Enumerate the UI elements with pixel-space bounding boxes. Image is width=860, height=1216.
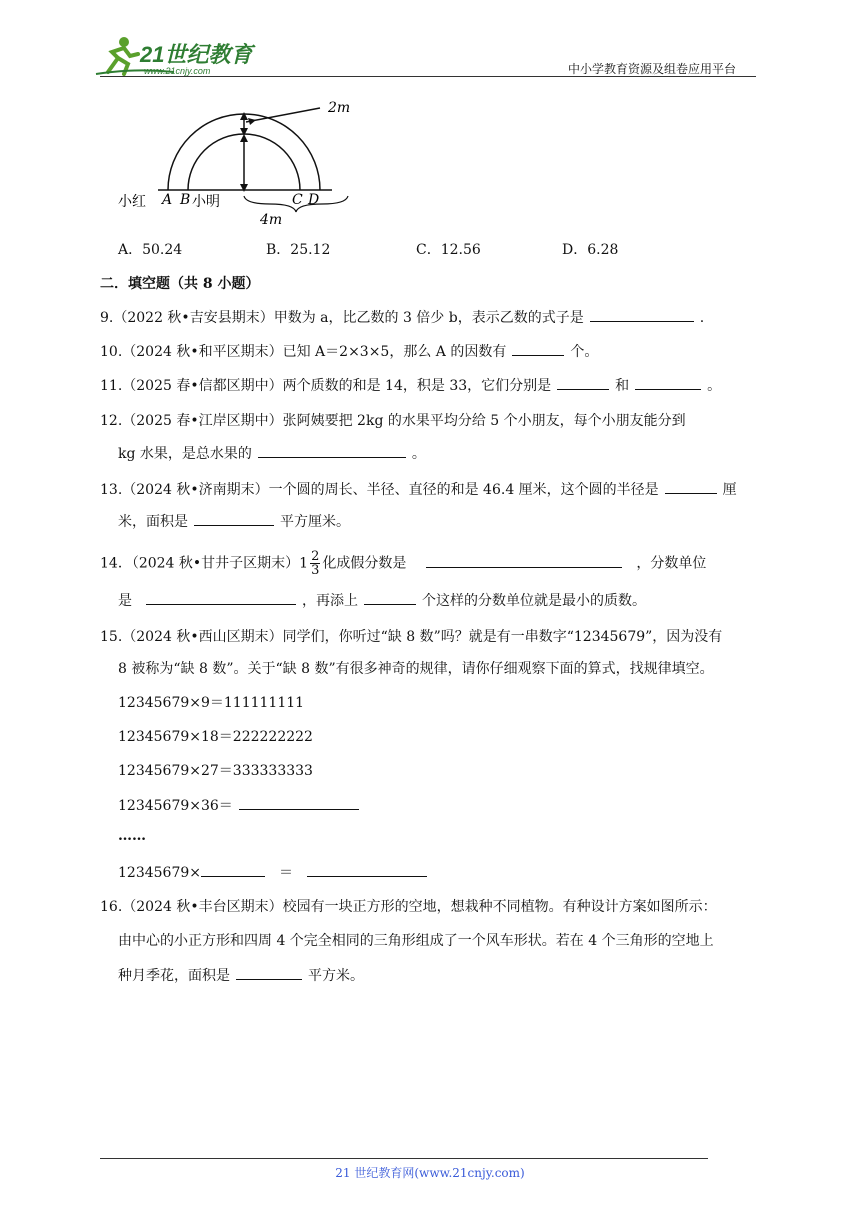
- runner-head-icon: [119, 37, 129, 47]
- option-d: D．6.28: [562, 242, 619, 258]
- question-16-line1: 16.（2024 秋•丰台区期末）校园有一块正方形的空地，想栽种不同植物。有种设计方案如图所示：: [100, 899, 717, 915]
- answer-blank[interactable]: [307, 862, 427, 877]
- svg-text:www.21cnjy.com: www.21cnjy.com: [144, 66, 211, 76]
- svg-text:A: A: [162, 192, 173, 208]
- svg-text:小红: 小红: [118, 194, 146, 210]
- svg-text:B: B: [180, 192, 191, 208]
- footer-rule: [100, 1158, 708, 1159]
- question-13-line2: 米，面积是 平方厘米。: [118, 511, 350, 532]
- answer-blank[interactable]: [201, 862, 265, 877]
- answer-blank[interactable]: [239, 795, 359, 810]
- equation-5: 12345679× ＝: [118, 862, 433, 883]
- equation-1: 12345679×9＝111111111: [118, 695, 305, 711]
- option-b: B．25.12: [266, 242, 331, 258]
- svg-text:2m: 2m: [328, 100, 351, 116]
- question-16-line3: 种月季花，面积是 平方米。: [118, 965, 364, 986]
- logo: [94, 34, 264, 78]
- semicircle-figure: [110, 92, 370, 232]
- svg-text:小明: 小明: [192, 194, 220, 210]
- question-15-line1: 15.（2024 秋•西山区期末）同学们，你听过“缺 8 数”吗？就是有一串数字“12345679”，因为没有: [100, 629, 723, 645]
- equation-4: 12345679×36＝: [118, 795, 365, 816]
- question-11: 11.（2025 春•信都区期中）两个质数的和是 14，积是 33，它们分别是 和 。: [100, 375, 721, 396]
- equation-2: 12345679×18＝222222222: [118, 729, 313, 745]
- svg-text:D: D: [308, 192, 320, 208]
- question-12-line2: kg 水果，是总水果的 。: [118, 443, 426, 464]
- equation-3: 12345679×27＝333333333: [118, 763, 313, 779]
- answer-blank[interactable]: [146, 590, 296, 605]
- question-15-line2: 8 被称为“缺 8 数”。关于“缺 8 数”有很多神奇的规律，请你仔细观察下面的算式，找规律填空。: [118, 661, 714, 677]
- answer-blank[interactable]: [236, 965, 302, 980]
- answer-blank[interactable]: [426, 553, 622, 568]
- svg-text:4m: 4m: [260, 212, 283, 228]
- option-a: A．50.24: [118, 242, 183, 258]
- question-13-line1: 13.（2024 秋•济南期末）一个圆的周长、半径、直径的和是 46.4 厘米，这个圆的半径是 厘: [100, 479, 737, 500]
- answer-blank[interactable]: [665, 479, 717, 494]
- option-c: C．12.56: [416, 242, 481, 258]
- question-9: 9.（2022 秋•吉安县期末）甲数为 a，比乙数的 3 倍少 b，表示乙数的式子是 .: [100, 307, 704, 328]
- answer-blank[interactable]: [635, 375, 701, 390]
- question-12-line1: 12.（2025 春•江岸区期中）张阿姨要把 2kg 的水果平均分给 5 个小朋友，每个小朋友能分到: [100, 413, 686, 429]
- answer-blank[interactable]: [258, 443, 406, 458]
- mixed-fraction: $\frac{2}{3}$: [311, 549, 320, 578]
- platform-name: 中小学教育资源及组卷应用平台: [568, 62, 737, 76]
- question-14-line1: 14．（2024 秋•甘井子区期末）1 $\frac{2}{3}$ 化成假分数是 ，分数单位: [100, 549, 707, 578]
- answer-blank[interactable]: [364, 590, 416, 605]
- answer-blank[interactable]: [590, 307, 694, 322]
- answer-blank[interactable]: [512, 341, 564, 356]
- header-rule: [100, 76, 756, 77]
- ellipsis: ……: [118, 828, 146, 844]
- answer-blank[interactable]: [194, 511, 274, 526]
- svg-text:C: C: [292, 192, 303, 208]
- section-title: 二．填空题（共 8 小题）: [100, 276, 260, 292]
- question-14-line2: 是 ，再添上 个这样的分数单位就是最小的质数。: [118, 590, 646, 611]
- question-16-line2: 由中心的小正方形和四周 4 个完全相同的三角形组成了一个风车形状。若在 4 个三角形的空地上: [118, 933, 714, 949]
- question-10: 10.（2024 秋•和平区期末）已知 A＝2×3×5，那么 A 的因数有 个。: [100, 341, 598, 362]
- footer-text: 21 世纪教育网(www.21cnjy.com): [335, 1166, 525, 1180]
- answer-blank[interactable]: [557, 375, 609, 390]
- svg-text:21世纪教育: 21世纪教育: [140, 42, 253, 67]
